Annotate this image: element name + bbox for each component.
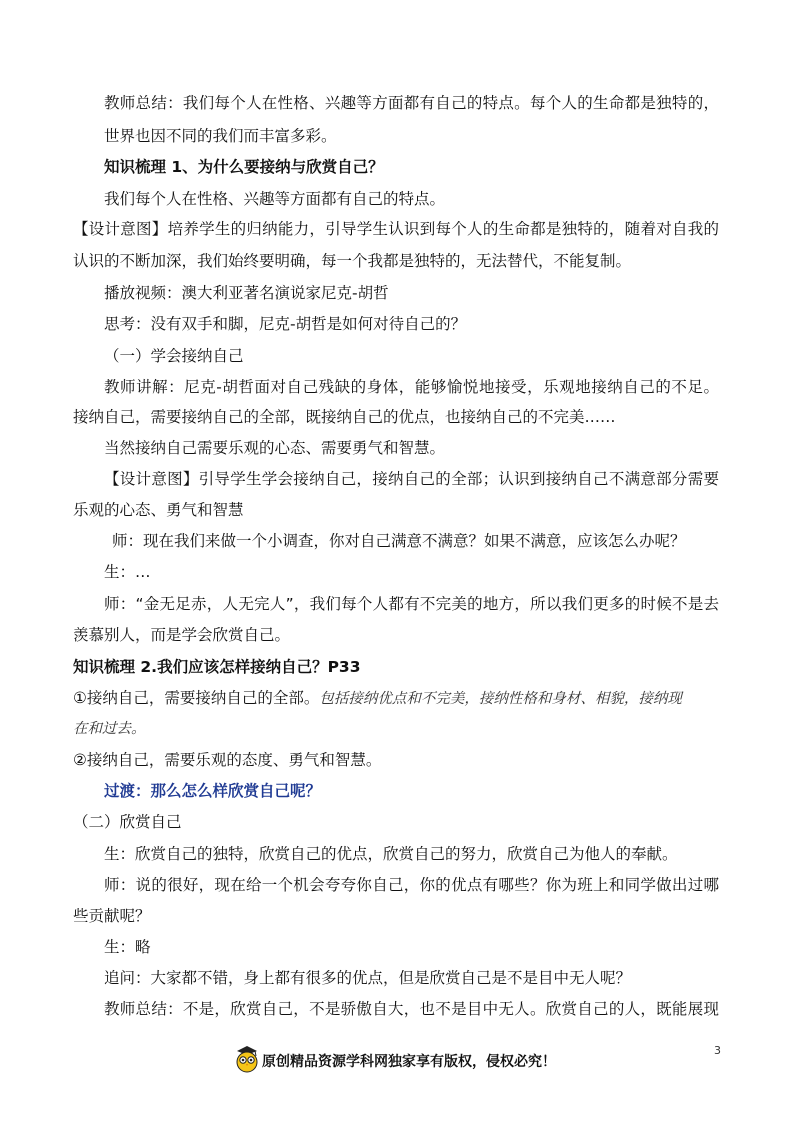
transition-heading: 过渡：那么怎么样欣赏自己呢？: [104, 782, 322, 800]
paragraph-line: 世界也因不同的我们而丰富多彩。: [104, 127, 337, 145]
paragraph-line: 乐观的心态、勇气和智慧: [73, 501, 244, 519]
paragraph-line: 追问：大家都不错，身上都有很多的优点，但是欣赏自己是不是目中无人呢？: [104, 969, 632, 987]
subsection-heading: （一）学会接纳自己: [104, 347, 244, 365]
section-heading: 知识梳理 2.我们应该怎样接纳自己？P33: [73, 658, 361, 676]
paragraph-line: 我们每个人在性格、兴趣等方面都有自己的特点。: [104, 190, 446, 208]
paragraph-line: 生：略: [104, 938, 151, 956]
paragraph-line: 认识的不断加深，我们始终要明确，每一个我都是独特的，无法替代，不能复制。: [73, 252, 632, 270]
paragraph-line: 教师总结：不是，欣赏自己，不是骄傲自大，也不是目中无人。欣赏自己的人，既能展现: [104, 1000, 719, 1018]
paragraph-line: 接纳自己，需要接纳自己的全部，既接纳自己的优点，也接纳自己的不完美……: [73, 408, 616, 426]
handwritten-note: 包括接纳优点和不完美，接纳性格和身材、相貌，接纳现: [319, 691, 682, 707]
page-number: 3: [714, 1044, 721, 1057]
list-item-text: ①接纳自己，需要接纳自己的全部。: [73, 689, 320, 707]
paragraph-line: 师：说的很好，现在给一个机会夸夸你自己，你的优点有哪些？你为班上和同学做出过哪: [104, 876, 719, 894]
paragraph-line: 【设计意图】引导学生学会接纳自己，接纳自己的全部；认识到接纳自己不满意部分需要: [104, 470, 719, 488]
paragraph-line: 【设计意图】培养学生的归纳能力，引导学生认识到每个人的生命都是独特的，随着对自我的: [73, 220, 719, 238]
list-item: ②接纳自己，需要乐观的态度、勇气和智慧。: [73, 751, 382, 769]
paragraph-line: 教师总结：我们每个人在性格、兴趣等方面都有自己的特点。每个人的生命都是独特的，: [104, 94, 719, 112]
paragraph-line: 播放视频：澳大利亚著名演说家尼克-胡哲: [104, 284, 389, 302]
paragraph-line: 教师讲解：尼克-胡哲面对自己残缺的身体，能够愉悦地接受，乐观地接纳自己的不足。: [104, 378, 719, 396]
list-item: [73, 687, 682, 710]
copyright-notice: 原创精品资源学科网独家享有版权，侵权必究！: [262, 1054, 556, 1070]
page-footer: [234, 1045, 556, 1077]
paragraph-line: 当然接纳自己需要乐观的心态、需要勇气和智慧。: [104, 439, 446, 457]
owl-mascot-icon: [234, 1045, 260, 1077]
section-heading: 知识梳理 1、为什么要接纳与欣赏自己？: [104, 158, 384, 176]
paragraph-line: 思考：没有双手和脚，尼克-胡哲是如何对待自己的？: [104, 315, 467, 333]
paragraph-line: 生：欣赏自己的独特，欣赏自己的优点，欣赏自己的努力，欣赏自己为他人的奉献。: [104, 845, 678, 863]
paragraph-line: 羡慕别人，而是学会欣赏自己。: [73, 626, 291, 644]
paragraph-line: 生：…: [104, 563, 151, 581]
handwritten-note: 在和过去。: [73, 721, 146, 737]
paragraph-line: 些贡献呢？: [73, 907, 151, 925]
paragraph-line: 师：现在我们来做一个小调查，你对自己满意不满意？如果不满意，应该怎么办呢？: [112, 532, 686, 550]
paragraph-line: 师：“金无足赤，人无完人”，我们每个人都有不完美的地方，所以我们更多的时候不是去: [104, 595, 719, 613]
subsection-heading: （二）欣赏自己: [73, 813, 182, 831]
